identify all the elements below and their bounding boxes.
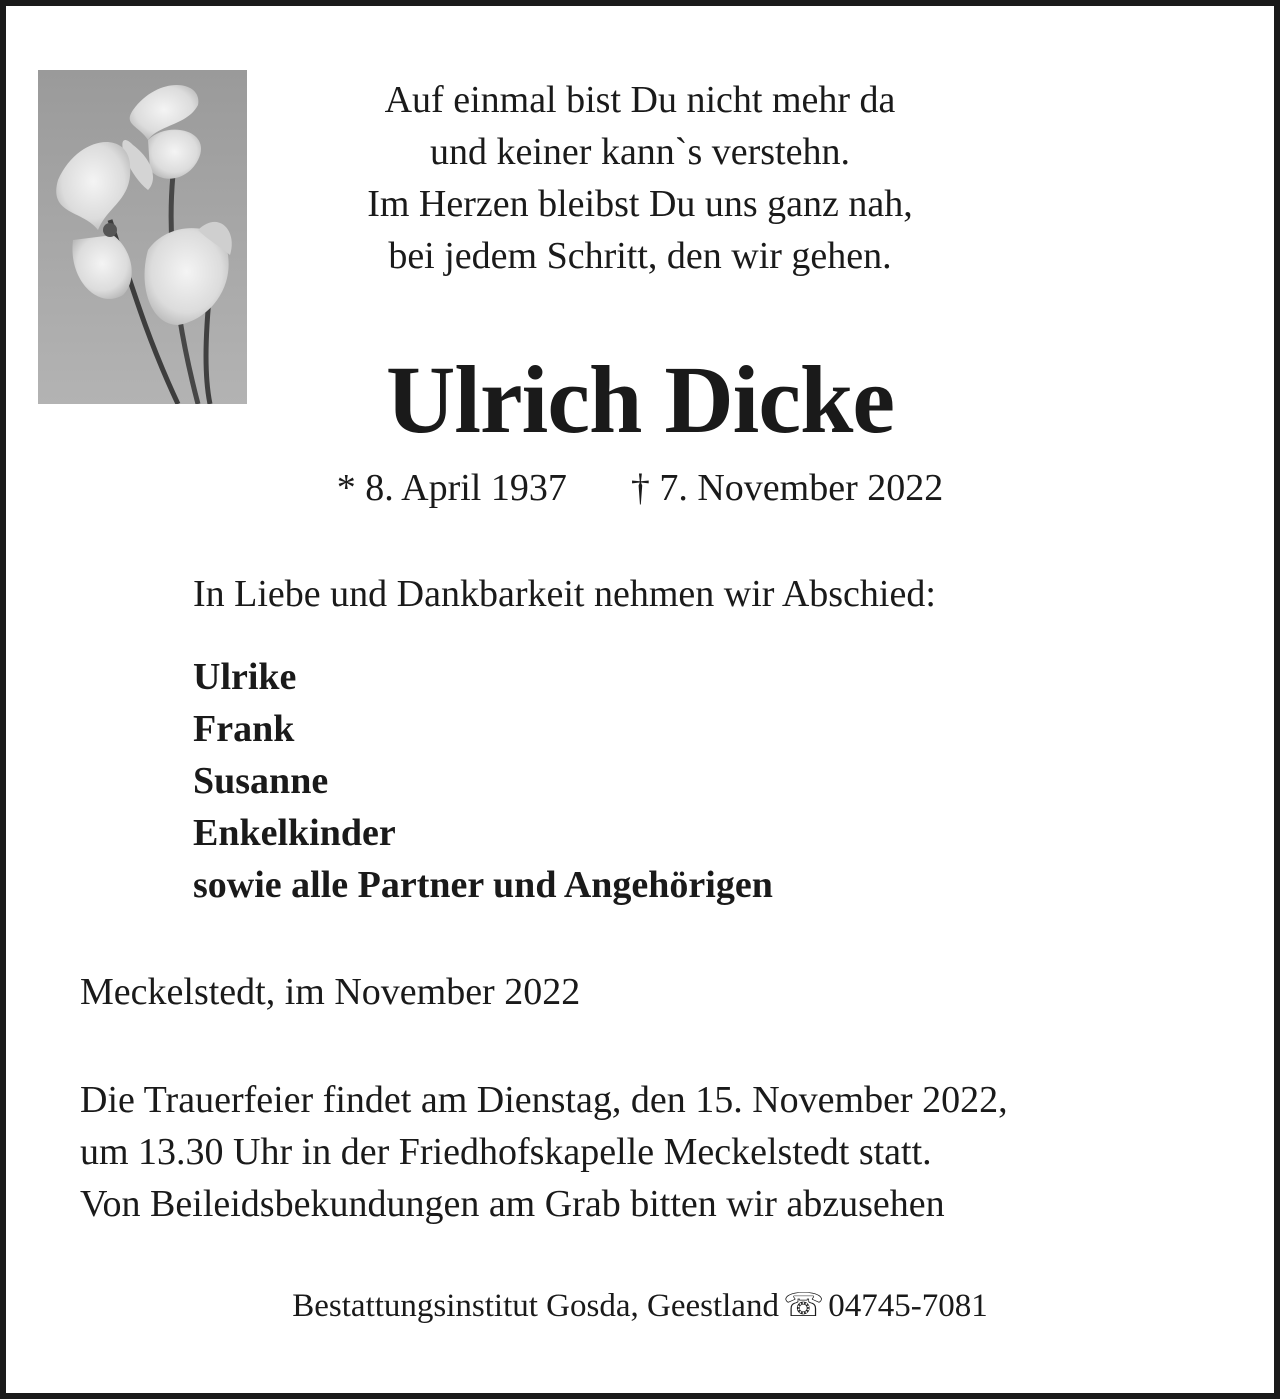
ceremony-line: Die Trauerfeier findet am Dienstag, den 15. November 2022, [80,1079,1008,1121]
undertaker-line [0,1282,1280,1330]
farewell-text: In Liebe und Dankbarkeit nehmen wir Abschied: [193,573,936,615]
family-member: Enkelkinder [193,812,396,854]
death-date: † 7. November 2022 [630,467,944,509]
place-date: Meckelstedt, im November 2022 [80,971,581,1013]
phone-icon: ☏ [782,1288,825,1324]
flower-photo [38,70,247,404]
family-list [193,651,773,911]
family-member: sowie alle Partner und Angehörigen [193,864,773,906]
poem-line: und keiner kann`s verstehn. [430,131,850,173]
cyclamen-image [38,70,247,404]
ceremony-info [80,1074,1008,1230]
poem-line: Auf einmal bist Du nicht mehr da [384,79,896,121]
poem-line: bei jedem Schritt, den wir gehen. [388,235,892,277]
life-dates [270,462,1010,514]
family-member: Susanne [193,760,329,802]
family-member: Ulrike [193,656,297,698]
undertaker-name: Bestattungsinstitut Gosda, Geestland [292,1288,779,1324]
ceremony-line: Von Beileidsbekundungen am Grab bitten wir abzusehen [80,1183,945,1225]
poem-line: Im Herzen bleibst Du uns ganz nah, [367,183,913,225]
family-member: Frank [193,708,295,750]
ceremony-line: um 13.30 Uhr in der Friedhofskapelle Meckelstedt statt. [80,1131,932,1173]
deceased-name: Ulrich Dicke [386,346,894,453]
poem [270,74,1010,282]
undertaker-phone: 04745-7081 [828,1288,988,1324]
birth-date: * 8. April 1937 [336,467,567,509]
